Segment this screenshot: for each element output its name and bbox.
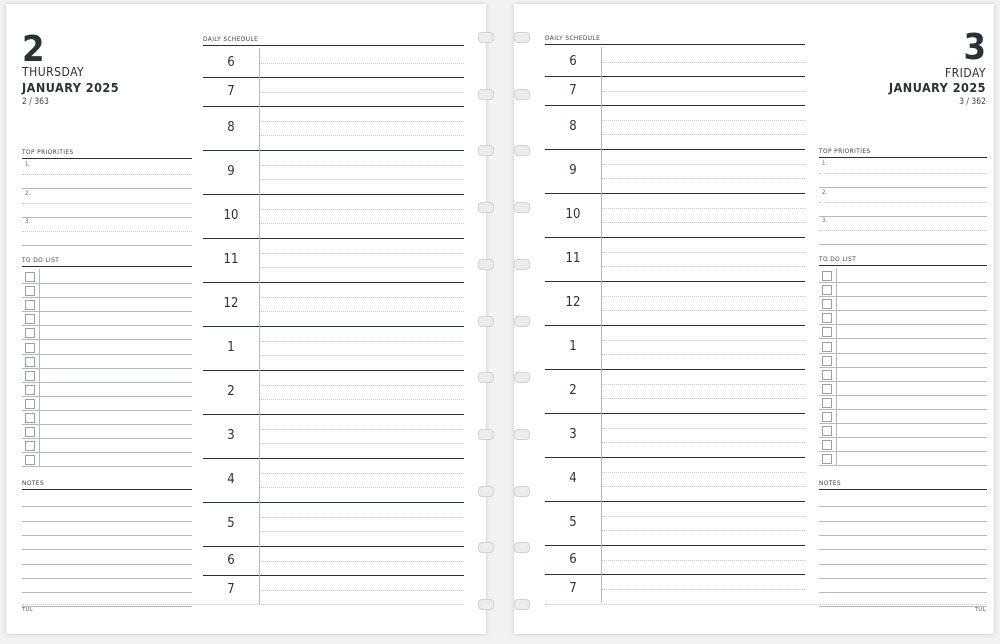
hour-divider [545, 457, 805, 458]
notes-line [22, 535, 192, 536]
notes-line [22, 592, 192, 593]
schedule-subline [259, 429, 464, 430]
notes-title: NOTES [22, 479, 192, 490]
priority-number: 1. [25, 161, 31, 168]
hour-label: 8 [227, 120, 235, 135]
hour-label: 9 [569, 163, 577, 178]
notes-line [819, 592, 987, 593]
priority-number: 2. [25, 189, 31, 197]
todo-line [819, 465, 987, 466]
todo-checkbox[interactable] [25, 343, 35, 353]
priority-line [22, 245, 192, 246]
binding-disc [514, 259, 530, 270]
hour-label: 7 [227, 581, 235, 597]
todo-divider [836, 268, 837, 465]
todo-checkbox[interactable] [822, 384, 832, 394]
binding-disc [514, 599, 530, 610]
todo-checkbox[interactable] [822, 356, 832, 366]
hour-label: 12 [565, 295, 581, 310]
schedule-column-divider [601, 47, 602, 603]
todo-checkbox[interactable] [822, 440, 832, 450]
priority-subline [819, 173, 987, 174]
todo-line [22, 354, 192, 355]
hour-label: 7 [569, 82, 577, 98]
hour-label: 12 [223, 296, 239, 311]
binding-disc [478, 89, 494, 100]
todo-line [22, 424, 192, 425]
binding-disc [478, 542, 494, 553]
schedule-subline [259, 487, 464, 488]
todo-line [819, 395, 987, 396]
todo-checkbox[interactable] [822, 342, 832, 352]
priority-line [819, 187, 987, 188]
hour-label: 5 [227, 516, 235, 531]
schedule-subline [601, 516, 805, 517]
todo-divider [39, 269, 40, 466]
hour-divider [545, 281, 805, 282]
schedule-subline [601, 134, 805, 135]
binding-disc [478, 486, 494, 497]
todo-checkbox[interactable] [25, 300, 35, 310]
notes-line [819, 506, 987, 507]
todo-line [22, 325, 192, 326]
todo-line [22, 466, 192, 467]
hour-divider [203, 194, 464, 195]
schedule-subline [259, 355, 464, 356]
daily-schedule-title: DAILY SCHEDULE [545, 34, 805, 45]
top-priorities-title: TOP PRIORITIES [819, 147, 987, 158]
binding-disc [514, 202, 530, 213]
hour-divider [203, 282, 464, 283]
priority-number: 3. [822, 217, 828, 224]
todo-checkbox[interactable] [822, 327, 832, 337]
hour-label: 6 [569, 551, 577, 567]
hour-divider [203, 502, 464, 503]
todo-checkbox[interactable] [25, 371, 35, 381]
priority-subline [22, 231, 192, 232]
todo-line [819, 381, 987, 382]
hour-label: 3 [569, 427, 577, 442]
todo-checkbox[interactable] [25, 413, 35, 423]
schedule-subline [259, 165, 464, 166]
notes-line [22, 549, 192, 550]
hour-label: 4 [227, 472, 235, 487]
hour-divider [203, 414, 464, 415]
todo-line [22, 452, 192, 453]
hour-divider [545, 574, 805, 575]
schedule-subline [601, 266, 805, 267]
schedule-subline [259, 341, 464, 342]
schedule-subline [601, 296, 805, 297]
priority-line [819, 244, 987, 245]
top-priorities-title: TOP PRIORITIES [22, 148, 192, 159]
priority-number: 1. [822, 160, 828, 167]
notes-line [22, 521, 192, 522]
todo-line [819, 367, 987, 368]
schedule-subline [259, 517, 464, 518]
hour-divider [545, 105, 805, 106]
todo-checkbox[interactable] [25, 272, 35, 282]
notes-title: NOTES [819, 479, 987, 490]
notes-line [22, 578, 192, 579]
schedule-subline [259, 135, 464, 136]
hour-label: 1 [569, 339, 577, 354]
priority-line [22, 188, 192, 189]
month-year-label: JANUARY 2025 [888, 80, 986, 95]
todo-line [22, 297, 192, 298]
todo-line [819, 409, 987, 410]
brand-logo: TUL [22, 607, 34, 613]
hour-divider [203, 370, 464, 371]
todo-checkbox[interactable] [25, 328, 35, 338]
hour-divider [203, 106, 464, 107]
hour-divider [545, 149, 805, 150]
todo-line [819, 353, 987, 354]
planner-page-right [514, 4, 994, 634]
binding-disc [478, 202, 494, 213]
schedule-subline [259, 297, 464, 298]
schedule-subline [259, 267, 464, 268]
hour-divider [545, 76, 805, 77]
hour-label: 9 [227, 164, 235, 179]
binding-disc [514, 542, 530, 553]
binding-disc [478, 599, 494, 610]
todo-checkbox[interactable] [25, 357, 35, 367]
schedule-subline [601, 354, 805, 355]
hour-divider [545, 193, 805, 194]
schedule-subline [601, 472, 805, 473]
schedule-subline [259, 561, 464, 562]
hour-divider [203, 575, 464, 576]
binding-disc [514, 429, 530, 440]
todo-line [22, 311, 192, 312]
todo-line [819, 423, 987, 424]
binding-disc [478, 32, 494, 43]
day-count-label: 3 / 362 [959, 97, 986, 107]
hour-label: 5 [569, 515, 577, 530]
schedule-column-divider [259, 48, 260, 604]
todo-checkbox[interactable] [25, 286, 35, 296]
notes-line [819, 564, 987, 565]
todo-checkbox[interactable] [822, 398, 832, 408]
hour-label: 3 [227, 428, 235, 443]
todo-line [819, 324, 987, 325]
todo-line [22, 438, 192, 439]
todo-line [819, 338, 987, 339]
todo-checkbox[interactable] [822, 426, 832, 436]
hour-label: 2 [569, 383, 577, 398]
binding-disc [478, 372, 494, 383]
brand-logo: TUL [974, 607, 986, 613]
todo-line [22, 396, 192, 397]
hour-divider [545, 545, 805, 546]
notes-line [22, 506, 192, 507]
binding-disc [514, 316, 530, 327]
schedule-subline [259, 253, 464, 254]
schedule-subline [259, 311, 464, 312]
schedule-subline [601, 442, 805, 443]
hour-label: 7 [227, 83, 235, 99]
todo-line [22, 410, 192, 411]
schedule-subline [601, 384, 805, 385]
todo-line [22, 368, 192, 369]
schedule-subline [259, 92, 464, 93]
schedule-subline [601, 252, 805, 253]
todo-line [819, 296, 987, 297]
daily-schedule-title: DAILY SCHEDULE [203, 35, 464, 46]
todo-checkbox[interactable] [822, 271, 832, 281]
hour-label: 2 [227, 384, 235, 399]
hour-label: 8 [569, 119, 577, 134]
schedule-subline [601, 530, 805, 531]
notes-line [819, 521, 987, 522]
hour-label: 11 [223, 252, 239, 267]
schedule-subline [259, 443, 464, 444]
schedule-subline [601, 560, 805, 561]
month-year-label: JANUARY 2025 [22, 80, 120, 95]
hour-divider [203, 77, 464, 78]
binding-disc [478, 429, 494, 440]
notes-line [819, 549, 987, 550]
schedule-subline [601, 178, 805, 179]
schedule-subline [601, 589, 805, 590]
todo-checkbox[interactable] [25, 427, 35, 437]
hour-label: 6 [569, 53, 577, 69]
todo-checkbox[interactable] [25, 441, 35, 451]
priority-subline [819, 230, 987, 231]
notes-line [819, 578, 987, 579]
todo-list-title: TO DO LIST [819, 255, 987, 266]
priority-subline [819, 202, 987, 203]
schedule-subline [601, 398, 805, 399]
hour-divider [545, 369, 805, 370]
schedule-subline [259, 385, 464, 386]
hour-label: 1 [227, 340, 235, 355]
schedule-subline [259, 209, 464, 210]
todo-line [22, 382, 192, 383]
todo-line [819, 437, 987, 438]
todo-checkbox[interactable] [822, 313, 832, 323]
priority-number: 2. [822, 188, 828, 196]
binding-disc [514, 89, 530, 100]
schedule-subline [601, 62, 805, 63]
todo-list-title: TO DO LIST [22, 256, 192, 267]
schedule-subline [601, 222, 805, 223]
priority-number: 3. [25, 218, 31, 225]
hour-divider [203, 238, 464, 239]
hour-label: 6 [227, 54, 235, 70]
footer-divider [545, 604, 987, 605]
hour-divider [545, 237, 805, 238]
hour-label: 7 [569, 580, 577, 596]
day-count-label: 2 / 363 [22, 97, 49, 107]
binding-disc [514, 145, 530, 156]
schedule-subline [259, 179, 464, 180]
footer-divider [22, 604, 464, 605]
schedule-subline [601, 428, 805, 429]
schedule-subline [601, 120, 805, 121]
schedule-subline [601, 208, 805, 209]
binding-disc [514, 486, 530, 497]
schedule-subline [259, 473, 464, 474]
priority-subline [22, 174, 192, 175]
todo-line [819, 310, 987, 311]
schedule-subline [259, 590, 464, 591]
weekday-label: FRIDAY [944, 66, 986, 80]
schedule-subline [259, 399, 464, 400]
binding-disc [478, 145, 494, 156]
schedule-subline [259, 63, 464, 64]
hour-divider [545, 501, 805, 502]
todo-checkbox[interactable] [25, 314, 35, 324]
hour-divider [203, 458, 464, 459]
hour-label: 10 [223, 208, 239, 223]
todo-line [22, 283, 192, 284]
hour-label: 11 [565, 251, 581, 266]
hour-divider [203, 546, 464, 547]
schedule-subline [259, 531, 464, 532]
hour-divider [545, 413, 805, 414]
schedule-subline [601, 91, 805, 92]
weekday-label: THURSDAY [22, 65, 85, 79]
schedule-subline [259, 121, 464, 122]
priority-line [22, 217, 192, 218]
date-number: 2 [22, 29, 45, 70]
binding-disc [478, 259, 494, 270]
hour-label: 4 [569, 471, 577, 486]
priority-subline [22, 203, 192, 204]
date-number: 3 [963, 27, 986, 68]
schedule-subline [601, 486, 805, 487]
todo-checkbox[interactable] [25, 399, 35, 409]
hour-divider [203, 326, 464, 327]
notes-line [819, 535, 987, 536]
todo-checkbox[interactable] [822, 299, 832, 309]
binding-disc [514, 32, 530, 43]
todo-line [22, 339, 192, 340]
todo-checkbox[interactable] [822, 412, 832, 422]
hour-label: 6 [227, 552, 235, 568]
schedule-subline [601, 164, 805, 165]
binding-disc [478, 316, 494, 327]
todo-line [819, 451, 987, 452]
hour-divider [203, 150, 464, 151]
schedule-subline [601, 310, 805, 311]
todo-checkbox[interactable] [822, 285, 832, 295]
todo-checkbox[interactable] [25, 385, 35, 395]
schedule-subline [259, 223, 464, 224]
hour-label: 10 [565, 207, 581, 222]
notes-line [22, 564, 192, 565]
todo-checkbox[interactable] [822, 454, 832, 464]
notes-line [819, 606, 987, 607]
binding-disc [514, 372, 530, 383]
todo-checkbox[interactable] [25, 455, 35, 465]
schedule-subline [601, 340, 805, 341]
todo-line [819, 282, 987, 283]
todo-checkbox[interactable] [822, 370, 832, 380]
notes-line [22, 606, 192, 607]
priority-line [819, 216, 987, 217]
planner-page-left [6, 4, 486, 634]
hour-divider [545, 325, 805, 326]
